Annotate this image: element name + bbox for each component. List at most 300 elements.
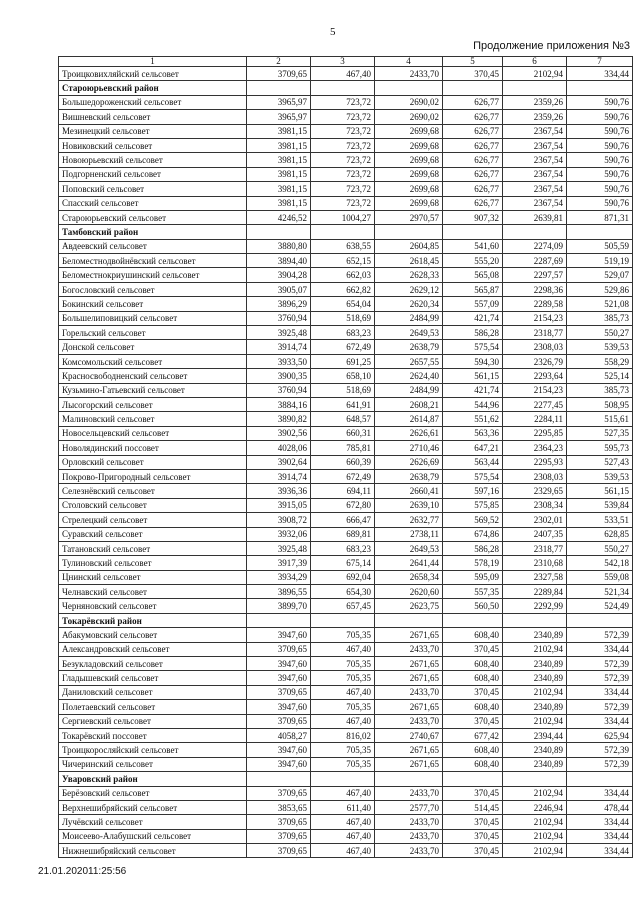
value-cell: 334,44	[567, 67, 633, 81]
value-cell: 2298,36	[503, 282, 567, 296]
value-cell: 2638,79	[375, 469, 443, 483]
value-cell: 334,44	[567, 642, 633, 656]
value-cell: 2628,33	[375, 268, 443, 282]
empty-cell	[503, 772, 567, 786]
value-cell: 3915,05	[247, 498, 311, 512]
value-cell: 578,19	[443, 556, 503, 570]
empty-cell	[247, 81, 311, 95]
value-cell: 2154,23	[503, 383, 567, 397]
value-cell: 334,44	[567, 714, 633, 728]
value-cell: 2484,99	[375, 383, 443, 397]
value-cell: 590,76	[567, 110, 633, 124]
table-row	[59, 412, 633, 426]
value-cell: 550,27	[567, 326, 633, 340]
column-header: 6	[503, 57, 567, 67]
value-cell: 334,44	[567, 829, 633, 843]
value-cell: 608,40	[443, 628, 503, 642]
value-cell: 2367,54	[503, 167, 567, 181]
municipality-name: Горельский сельсовет	[59, 326, 247, 340]
value-cell: 3934,29	[247, 570, 311, 584]
value-cell: 2671,65	[375, 657, 443, 671]
table-row	[59, 800, 633, 814]
value-cell: 524,49	[567, 599, 633, 613]
empty-cell	[375, 225, 443, 239]
value-cell: 2284,11	[503, 412, 567, 426]
table-row	[59, 556, 633, 570]
value-cell: 4058,27	[247, 728, 311, 742]
municipality-name: Староюрьевский сельсовет	[59, 210, 247, 224]
municipality-name: Новолядинский поссовет	[59, 441, 247, 455]
value-cell: 2246,94	[503, 800, 567, 814]
value-cell: 2367,54	[503, 196, 567, 210]
value-cell: 467,40	[311, 815, 375, 829]
value-cell: 683,23	[311, 541, 375, 555]
municipality-name: Чичеринский сельсовет	[59, 757, 247, 771]
value-cell: 2577,70	[375, 800, 443, 814]
value-cell: 3981,15	[247, 182, 311, 196]
municipality-name: Александровский сельсовет	[59, 642, 247, 656]
value-cell: 4028,06	[247, 441, 311, 455]
value-cell: 3925,48	[247, 326, 311, 340]
municipality-name: Троицкоросляйский сельсовет	[59, 743, 247, 757]
value-cell: 660,31	[311, 426, 375, 440]
table-row	[59, 167, 633, 181]
value-cell: 539,53	[567, 340, 633, 354]
value-cell: 3932,06	[247, 527, 311, 541]
value-cell: 2671,65	[375, 700, 443, 714]
municipality-name: Тулиновский сельсовет	[59, 556, 247, 570]
value-cell: 3908,72	[247, 513, 311, 527]
value-cell: 648,57	[311, 412, 375, 426]
value-cell: 705,35	[311, 743, 375, 757]
table-row	[59, 657, 633, 671]
table-row	[59, 815, 633, 829]
value-cell: 518,69	[311, 383, 375, 397]
empty-cell	[247, 613, 311, 627]
value-cell: 2690,02	[375, 95, 443, 109]
value-cell: 638,55	[311, 239, 375, 253]
table-row	[59, 311, 633, 325]
footer-timestamp: 21.01.202011:25:56	[38, 866, 127, 877]
table-row	[59, 829, 633, 843]
value-cell: 2699,68	[375, 153, 443, 167]
value-cell: 2289,84	[503, 585, 567, 599]
value-cell: 608,40	[443, 743, 503, 757]
municipality-name: Столовский сельсовет	[59, 498, 247, 512]
value-cell: 2308,03	[503, 469, 567, 483]
value-cell: 3709,65	[247, 642, 311, 656]
value-cell: 785,81	[311, 441, 375, 455]
value-cell: 586,28	[443, 541, 503, 555]
district-section-row	[59, 225, 633, 239]
municipality-name: Большелиповицкий сельсовет	[59, 311, 247, 325]
table-row	[59, 469, 633, 483]
value-cell: 421,74	[443, 311, 503, 325]
empty-cell	[311, 225, 375, 239]
value-cell: 626,77	[443, 138, 503, 152]
table-row	[59, 340, 633, 354]
continuation-label: Продолжение приложения №3	[473, 40, 630, 52]
value-cell: 595,73	[567, 441, 633, 455]
value-cell: 334,44	[567, 844, 633, 858]
value-cell: 2433,70	[375, 786, 443, 800]
value-cell: 572,39	[567, 657, 633, 671]
value-cell: 3899,70	[247, 599, 311, 613]
value-cell: 2433,70	[375, 685, 443, 699]
value-cell: 2326,79	[503, 354, 567, 368]
column-header: 2	[247, 57, 311, 67]
district-name: Токарёвский район	[59, 613, 247, 627]
table-row	[59, 153, 633, 167]
value-cell: 3905,07	[247, 282, 311, 296]
value-cell: 539,84	[567, 498, 633, 512]
value-cell: 2277,45	[503, 397, 567, 411]
value-cell: 626,77	[443, 167, 503, 181]
value-cell: 467,40	[311, 844, 375, 858]
table-row	[59, 124, 633, 138]
value-cell: 2102,94	[503, 67, 567, 81]
value-cell: 595,09	[443, 570, 503, 584]
value-cell: 2297,57	[503, 268, 567, 282]
municipality-name: Бокинский сельсовет	[59, 297, 247, 311]
municipality-name: Новоюрьевский сельсовет	[59, 153, 247, 167]
value-cell: 3902,64	[247, 455, 311, 469]
municipality-name: Челнавский сельсовет	[59, 585, 247, 599]
value-cell: 3709,65	[247, 786, 311, 800]
value-cell: 2657,55	[375, 354, 443, 368]
table-row	[59, 441, 633, 455]
table-row	[59, 671, 633, 685]
table-row	[59, 455, 633, 469]
municipality-name: Спасский сельсовет	[59, 196, 247, 210]
municipality-name: Вишневский сельсовет	[59, 110, 247, 124]
value-cell: 2295,93	[503, 455, 567, 469]
table-row	[59, 844, 633, 858]
value-cell: 2626,69	[375, 455, 443, 469]
value-cell: 2310,68	[503, 556, 567, 570]
value-cell: 654,30	[311, 585, 375, 599]
value-cell: 590,76	[567, 153, 633, 167]
municipality-name: Гладышевский сельсовет	[59, 671, 247, 685]
value-cell: 575,54	[443, 340, 503, 354]
value-cell: 2710,46	[375, 441, 443, 455]
municipality-name: Троицковихляйский сельсовет	[59, 67, 247, 81]
value-cell: 2154,23	[503, 311, 567, 325]
value-cell: 2632,77	[375, 513, 443, 527]
municipality-name: Подгорненский сельсовет	[59, 167, 247, 181]
empty-cell	[375, 613, 443, 627]
table-row	[59, 210, 633, 224]
value-cell: 518,69	[311, 311, 375, 325]
value-cell: 4246,52	[247, 210, 311, 224]
value-cell: 705,35	[311, 700, 375, 714]
value-cell: 529,07	[567, 268, 633, 282]
value-cell: 569,52	[443, 513, 503, 527]
table-row	[59, 282, 633, 296]
value-cell: 2367,54	[503, 138, 567, 152]
value-cell: 572,39	[567, 628, 633, 642]
value-cell: 2639,10	[375, 498, 443, 512]
value-cell: 370,45	[443, 829, 503, 843]
value-cell: 2302,01	[503, 513, 567, 527]
value-cell: 2433,70	[375, 642, 443, 656]
table-row	[59, 110, 633, 124]
value-cell: 572,39	[567, 700, 633, 714]
value-cell: 672,49	[311, 340, 375, 354]
value-cell: 590,76	[567, 182, 633, 196]
value-cell: 3709,65	[247, 714, 311, 728]
table-row	[59, 628, 633, 642]
value-cell: 2671,65	[375, 757, 443, 771]
value-cell: 505,59	[567, 239, 633, 253]
column-header: 1	[59, 57, 247, 67]
table-body	[59, 67, 633, 858]
value-cell: 2394,44	[503, 728, 567, 742]
value-cell: 625,94	[567, 728, 633, 742]
column-header: 5	[443, 57, 503, 67]
empty-cell	[503, 613, 567, 627]
municipality-name: Черняновский сельсовет	[59, 599, 247, 613]
value-cell: 2639,81	[503, 210, 567, 224]
table-row	[59, 67, 633, 81]
empty-cell	[503, 81, 567, 95]
value-cell: 691,25	[311, 354, 375, 368]
value-cell: 2740,67	[375, 728, 443, 742]
value-cell: 478,44	[567, 800, 633, 814]
value-cell: 652,15	[311, 254, 375, 268]
value-cell: 3880,80	[247, 239, 311, 253]
municipality-name: Токарёвский поссовет	[59, 728, 247, 742]
table-row	[59, 685, 633, 699]
table-row	[59, 383, 633, 397]
value-cell: 2738,11	[375, 527, 443, 541]
value-cell: 626,77	[443, 124, 503, 138]
value-cell: 590,76	[567, 138, 633, 152]
value-cell: 2292,99	[503, 599, 567, 613]
value-cell: 421,74	[443, 383, 503, 397]
value-cell: 723,72	[311, 196, 375, 210]
value-cell: 2293,64	[503, 369, 567, 383]
value-cell: 467,40	[311, 685, 375, 699]
value-cell: 563,44	[443, 455, 503, 469]
value-cell: 2608,21	[375, 397, 443, 411]
value-cell: 563,36	[443, 426, 503, 440]
value-cell: 2102,94	[503, 685, 567, 699]
value-cell: 2287,69	[503, 254, 567, 268]
value-cell: 575,85	[443, 498, 503, 512]
value-cell: 2340,89	[503, 743, 567, 757]
value-cell: 370,45	[443, 714, 503, 728]
value-cell: 2699,68	[375, 124, 443, 138]
empty-cell	[311, 81, 375, 95]
municipality-name: Абакумовский сельсовет	[59, 628, 247, 642]
value-cell: 3760,94	[247, 311, 311, 325]
value-cell: 3890,82	[247, 412, 311, 426]
district-section-row	[59, 81, 633, 95]
value-cell: 2102,94	[503, 844, 567, 858]
value-cell: 2102,94	[503, 642, 567, 656]
table-row	[59, 138, 633, 152]
empty-cell	[443, 613, 503, 627]
value-cell: 590,76	[567, 95, 633, 109]
table-row	[59, 585, 633, 599]
value-cell: 816,02	[311, 728, 375, 742]
value-cell: 3760,94	[247, 383, 311, 397]
column-header: 7	[567, 57, 633, 67]
value-cell: 2327,58	[503, 570, 567, 584]
municipality-name: Татановский сельсовет	[59, 541, 247, 555]
value-cell: 561,15	[567, 484, 633, 498]
district-section-row	[59, 772, 633, 786]
value-cell: 572,39	[567, 743, 633, 757]
value-cell: 334,44	[567, 685, 633, 699]
value-cell: 2618,45	[375, 254, 443, 268]
table-row	[59, 570, 633, 584]
municipality-name: Покрово-Пригородный сельсовет	[59, 469, 247, 483]
value-cell: 626,77	[443, 153, 503, 167]
municipality-name: Мезинецкий сельсовет	[59, 124, 247, 138]
value-cell: 705,35	[311, 657, 375, 671]
value-cell: 2340,89	[503, 628, 567, 642]
value-cell: 608,40	[443, 757, 503, 771]
value-cell: 608,40	[443, 700, 503, 714]
value-cell: 662,03	[311, 268, 375, 282]
value-cell: 683,23	[311, 326, 375, 340]
value-cell: 370,45	[443, 815, 503, 829]
value-cell: 626,77	[443, 110, 503, 124]
value-cell: 2295,85	[503, 426, 567, 440]
value-cell: 2289,58	[503, 297, 567, 311]
value-cell: 647,21	[443, 441, 503, 455]
municipality-name: Стрелецкий сельсовет	[59, 513, 247, 527]
value-cell: 2433,70	[375, 815, 443, 829]
value-cell: 542,18	[567, 556, 633, 570]
value-cell: 3965,97	[247, 95, 311, 109]
value-cell: 2699,68	[375, 167, 443, 181]
value-cell: 654,04	[311, 297, 375, 311]
municipality-name: Полетаевский сельсовет	[59, 700, 247, 714]
value-cell: 2433,70	[375, 714, 443, 728]
value-cell: 2671,65	[375, 743, 443, 757]
value-cell: 334,44	[567, 786, 633, 800]
value-cell: 541,60	[443, 239, 503, 253]
value-cell: 2614,87	[375, 412, 443, 426]
value-cell: 3933,50	[247, 354, 311, 368]
municipality-name: Красносвободненский сельсовет	[59, 369, 247, 383]
value-cell: 467,40	[311, 786, 375, 800]
value-cell: 334,44	[567, 815, 633, 829]
table-row	[59, 541, 633, 555]
value-cell: 3981,15	[247, 153, 311, 167]
value-cell: 2624,40	[375, 369, 443, 383]
value-cell: 2638,79	[375, 340, 443, 354]
table-row	[59, 513, 633, 527]
value-cell: 560,50	[443, 599, 503, 613]
empty-cell	[567, 772, 633, 786]
value-cell: 557,35	[443, 585, 503, 599]
value-cell: 575,54	[443, 469, 503, 483]
value-cell: 2433,70	[375, 829, 443, 843]
table-row	[59, 95, 633, 109]
empty-cell	[443, 772, 503, 786]
value-cell: 3947,60	[247, 700, 311, 714]
value-cell: 723,72	[311, 167, 375, 181]
value-cell: 3947,60	[247, 657, 311, 671]
value-cell: 559,08	[567, 570, 633, 584]
value-cell: 370,45	[443, 685, 503, 699]
value-cell: 2604,85	[375, 239, 443, 253]
table-row	[59, 714, 633, 728]
value-cell: 2364,23	[503, 441, 567, 455]
value-cell: 723,72	[311, 110, 375, 124]
value-cell: 514,45	[443, 800, 503, 814]
value-cell: 2970,57	[375, 210, 443, 224]
municipality-name: Новосельцевский сельсовет	[59, 426, 247, 440]
value-cell: 2102,94	[503, 815, 567, 829]
value-cell: 672,49	[311, 469, 375, 483]
municipality-name: Комсомольский сельсовет	[59, 354, 247, 368]
value-cell: 2626,61	[375, 426, 443, 440]
value-cell: 2308,03	[503, 340, 567, 354]
value-cell: 370,45	[443, 786, 503, 800]
empty-cell	[247, 225, 311, 239]
column-header: 4	[375, 57, 443, 67]
value-cell: 525,14	[567, 369, 633, 383]
value-cell: 2340,89	[503, 700, 567, 714]
municipality-name: Донской сельсовет	[59, 340, 247, 354]
value-cell: 689,81	[311, 527, 375, 541]
value-cell: 544,96	[443, 397, 503, 411]
value-cell: 608,40	[443, 671, 503, 685]
value-cell: 2274,09	[503, 239, 567, 253]
municipality-name: Нижнешибряйский сельсовет	[59, 844, 247, 858]
municipality-name: Верхнешибряйский сельсовет	[59, 800, 247, 814]
value-cell: 3947,60	[247, 628, 311, 642]
value-cell: 467,40	[311, 714, 375, 728]
table-row	[59, 239, 633, 253]
table-row	[59, 326, 633, 340]
value-cell: 705,35	[311, 628, 375, 642]
value-cell: 515,61	[567, 412, 633, 426]
empty-cell	[375, 772, 443, 786]
table-row	[59, 397, 633, 411]
value-cell: 3709,65	[247, 829, 311, 843]
municipality-name: Даниловский сельсовет	[59, 685, 247, 699]
value-cell: 508,95	[567, 397, 633, 411]
municipality-name: Поповский сельсовет	[59, 182, 247, 196]
value-cell: 2699,68	[375, 196, 443, 210]
value-cell: 2102,94	[503, 714, 567, 728]
value-cell: 3947,60	[247, 743, 311, 757]
value-cell: 561,15	[443, 369, 503, 383]
table-row	[59, 757, 633, 771]
value-cell: 2340,89	[503, 757, 567, 771]
value-cell: 2660,41	[375, 484, 443, 498]
value-cell: 3914,74	[247, 340, 311, 354]
value-cell: 3709,65	[247, 67, 311, 81]
value-cell: 871,31	[567, 210, 633, 224]
table-row	[59, 642, 633, 656]
municipality-name: Суравский сельсовет	[59, 527, 247, 541]
value-cell: 723,72	[311, 153, 375, 167]
value-cell: 2340,89	[503, 671, 567, 685]
value-cell: 660,39	[311, 455, 375, 469]
value-cell: 2318,77	[503, 326, 567, 340]
value-cell: 2407,35	[503, 527, 567, 541]
district-name: Тамбовский район	[59, 225, 247, 239]
value-cell: 2699,68	[375, 182, 443, 196]
value-cell: 2102,94	[503, 786, 567, 800]
